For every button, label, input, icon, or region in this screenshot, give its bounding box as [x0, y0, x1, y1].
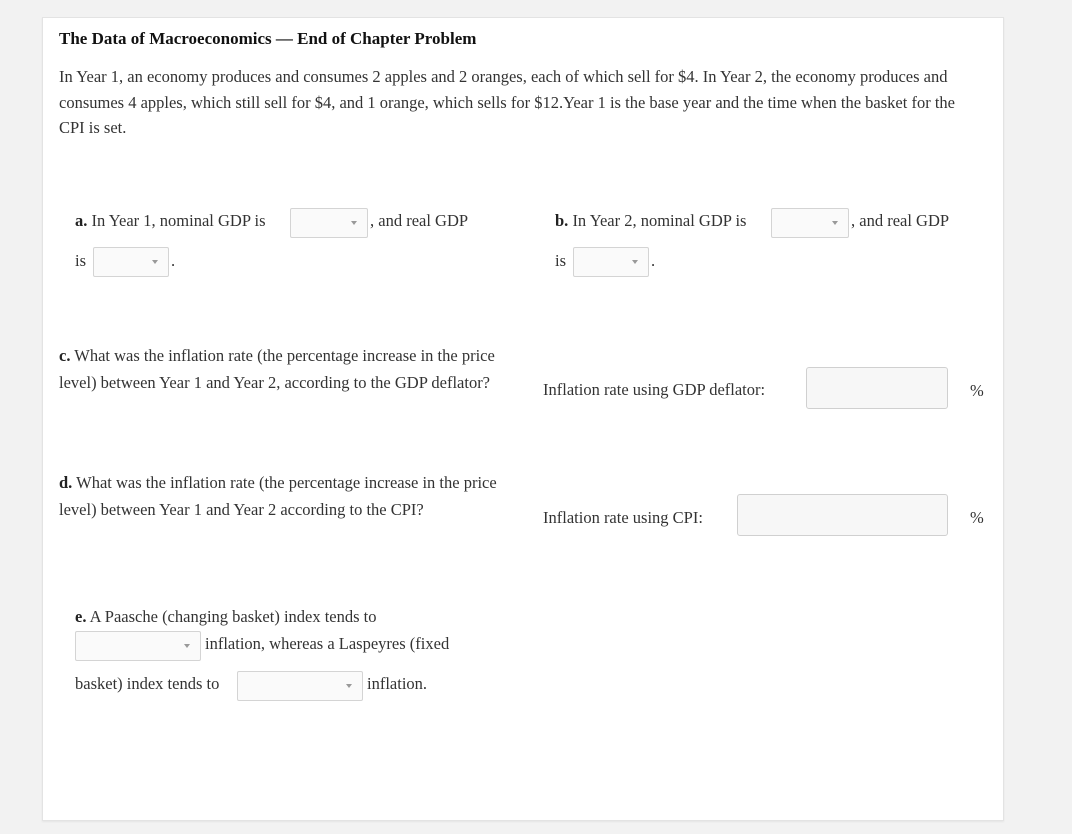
part-d-question	[59, 470, 515, 523]
laspeyres-index-dropdown[interactable]	[237, 671, 363, 701]
part-a-real-gdp-dropdown[interactable]	[93, 247, 169, 277]
part-e-text4: inflation.	[367, 674, 428, 693]
part-e-text1: A Paasche (changing basket) index tends to	[86, 607, 377, 626]
part-b-text2: , and real GDP	[851, 211, 950, 230]
part-b-text4: .	[651, 251, 656, 270]
part-c-answer-label: Inflation rate using GDP deflator:	[543, 380, 766, 399]
part-e-letter: e.	[75, 607, 87, 626]
part-d-letter: d.	[59, 473, 73, 492]
paasche-index-dropdown[interactable]	[75, 631, 201, 661]
problem-intro: In Year 1, an economy produces and consumes 2 apples and 2 oranges, each of which sell for $4. In Year 2, the economy produces and consumes 4 apples, which still sell for $4, and 1 orange, which sells for $12.Year 1 is the base year and the time when the basket for the CPI is set.	[59, 67, 955, 137]
part-b-line1	[555, 211, 746, 231]
part-a-text1: In Year 1, nominal GDP is	[87, 211, 266, 230]
part-b-nominal-gdp-dropdown[interactable]	[771, 208, 849, 238]
part-d-question-text: What was the inflation rate (the percentage increase in the price level) between Year 1 and Year 2 according to the CPI?	[59, 473, 497, 519]
part-c-question	[59, 343, 515, 396]
part-d-percent-unit: %	[970, 508, 984, 527]
chevron-down-icon	[832, 221, 838, 225]
part-a-text3: is	[75, 251, 87, 270]
part-e-line1	[75, 607, 377, 627]
part-c-letter: c.	[59, 346, 71, 365]
chevron-down-icon	[632, 260, 638, 264]
part-e-text2: inflation, whereas a Laspeyres (fixed	[205, 634, 450, 653]
part-b-real-gdp-dropdown[interactable]	[573, 247, 649, 277]
problem-card	[42, 17, 1004, 821]
chevron-down-icon	[346, 684, 352, 688]
chevron-down-icon	[152, 260, 158, 264]
part-c-percent-unit: %	[970, 381, 984, 400]
part-a-nominal-gdp-dropdown[interactable]	[290, 208, 368, 238]
chevron-down-icon	[351, 221, 357, 225]
part-e-text3: basket) index tends to	[75, 674, 220, 693]
problem-title: The Data of Macroeconomics — End of Chapter Problem	[59, 29, 477, 48]
part-b-text1: In Year 2, nominal GDP is	[568, 211, 747, 230]
part-a-text2: , and real GDP	[370, 211, 469, 230]
part-d-answer-label: Inflation rate using CPI:	[543, 508, 703, 527]
part-b-letter: b.	[555, 211, 569, 230]
cpi-inflation-input[interactable]	[737, 494, 948, 536]
part-a-letter: a.	[75, 211, 88, 230]
part-a-text4: .	[171, 251, 176, 270]
gdp-deflator-inflation-input[interactable]	[806, 367, 948, 409]
part-b-text3: is	[555, 251, 567, 270]
part-c-question-text: What was the inflation rate (the percentage increase in the price level) between Year 1 and Year 2, according to the GDP deflator?	[59, 346, 495, 392]
chevron-down-icon	[184, 644, 190, 648]
part-a-line1	[75, 211, 266, 231]
